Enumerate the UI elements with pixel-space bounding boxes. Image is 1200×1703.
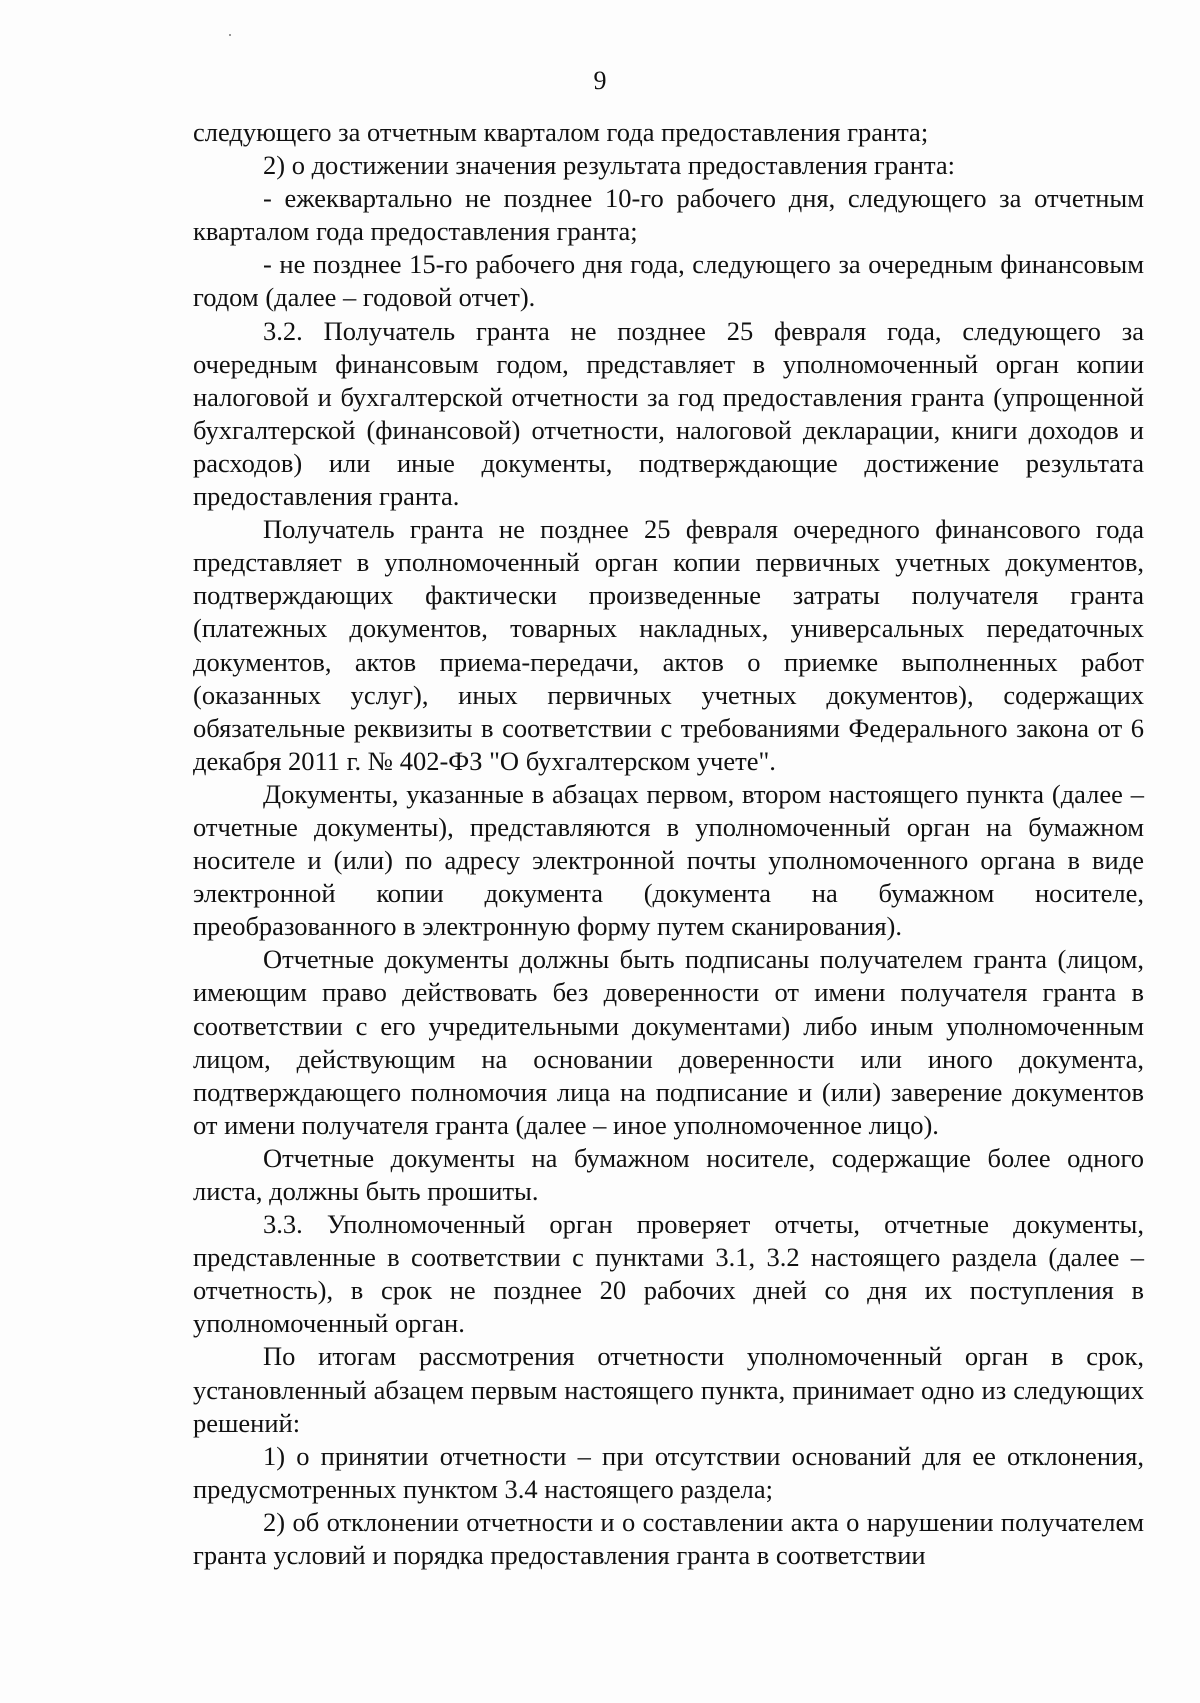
paragraph-binding: Отчетные документы на бумажном носителе, содержащие более одного листа, должны быть прошиты. — [193, 1142, 1144, 1206]
paragraph-3-3: 3.3. Уполномоченный орган проверяет отчеты, отчетные документы, представленные в соответствии с пунктами 3.1, 3.2 настоящего раздела (далее – отчетность), в срок не позднее 20 рабочих дней со дня их поступления в уполномоченный орган. — [193, 1209, 1144, 1339]
page-number: 9 — [593, 66, 607, 95]
paragraph-primary-docs: Получатель гранта не позднее 25 февраля очередного финансового года представляет в уполномоченный орган копии первичных учетных документов, подтверждающих фактически произведенные затраты получателя гранта (платежных документов, товарных накладных, универсальных передаточных документов, актов приема-передачи, актов о приемке выполненных работ (оказанных услуг), иных первичных учетных документов), содержащих обязательные реквизиты в соответствии с требованиями Федерального закона от 6 декабря 2011 г. № 402-ФЗ "О бухгалтерском учете". — [193, 514, 1144, 776]
paragraph-item-2: 2) о достижении значения результата предоставления гранта: — [263, 150, 955, 181]
paragraph-decisions: По итогам рассмотрения отчетности уполномоченный орган в срок, установленный абзацем первым настоящего пункта, принимает одно из следующих решений: — [193, 1341, 1144, 1438]
paragraph-signature: Отчетные документы должны быть подписаны получателем гранта (лицом, имеющим право действовать без доверенности от имени получателя гранта в соответствии с его учредительными документами) либо иным уполномоченным лицом, действующим на основании доверенности или иного документа, подтверждающего полномочия лица на подписание и (или) заверение документов от имени получателя гранта (далее – иное уполномоченное лицо). — [193, 944, 1144, 1140]
document-body — [193, 116, 1144, 1572]
paragraph-reporting-docs: Документы, указанные в абзацах первом, втором настоящего пункта (далее – отчетные документы), представляются в уполномоченный орган на бумажном носителе и (или) по адресу электронной почты уполномоченного органа в виде электронной копии документа (документа на бумажном носителе, преобразованного в электронную форму путем сканирования). — [193, 778, 1144, 942]
paragraph-quarterly: - ежеквартально не позднее 10-го рабочего дня, следующего за отчетным кварталом года предоставления гранта; — [193, 183, 1144, 247]
paragraph-annual: - не позднее 15-го рабочего дня года, следующего за очередным финансовым годом (далее – годовой отчет). — [193, 249, 1144, 313]
paragraph-decision-2: 2) об отклонении отчетности и о составлении акта о нарушении получателем гранта условий и порядка предоставления гранта в соответствии — [193, 1506, 1144, 1571]
paragraph-decision-1: 1) о принятии отчетности – при отсутствии оснований для ее отклонения, предусмотренных пунктом 3.4 настоящего раздела; — [193, 1440, 1144, 1504]
scan-speck — [229, 34, 231, 36]
paragraph-3-2: 3.2. Получатель гранта не позднее 25 февраля года, следующего за очередным финансовым годом, представляет в уполномоченный орган копии налоговой и бухгалтерской отчетности за год предоставления гранта (упрощенной бухгалтерской (финансовой) отчетности, налоговой декларации, книги доходов и расходов) или иные документы, подтверждающие достижение результата предоставления гранта. — [193, 315, 1144, 512]
paragraph-continuation: следующего за отчетным кварталом года предоставления гранта; — [193, 117, 929, 147]
